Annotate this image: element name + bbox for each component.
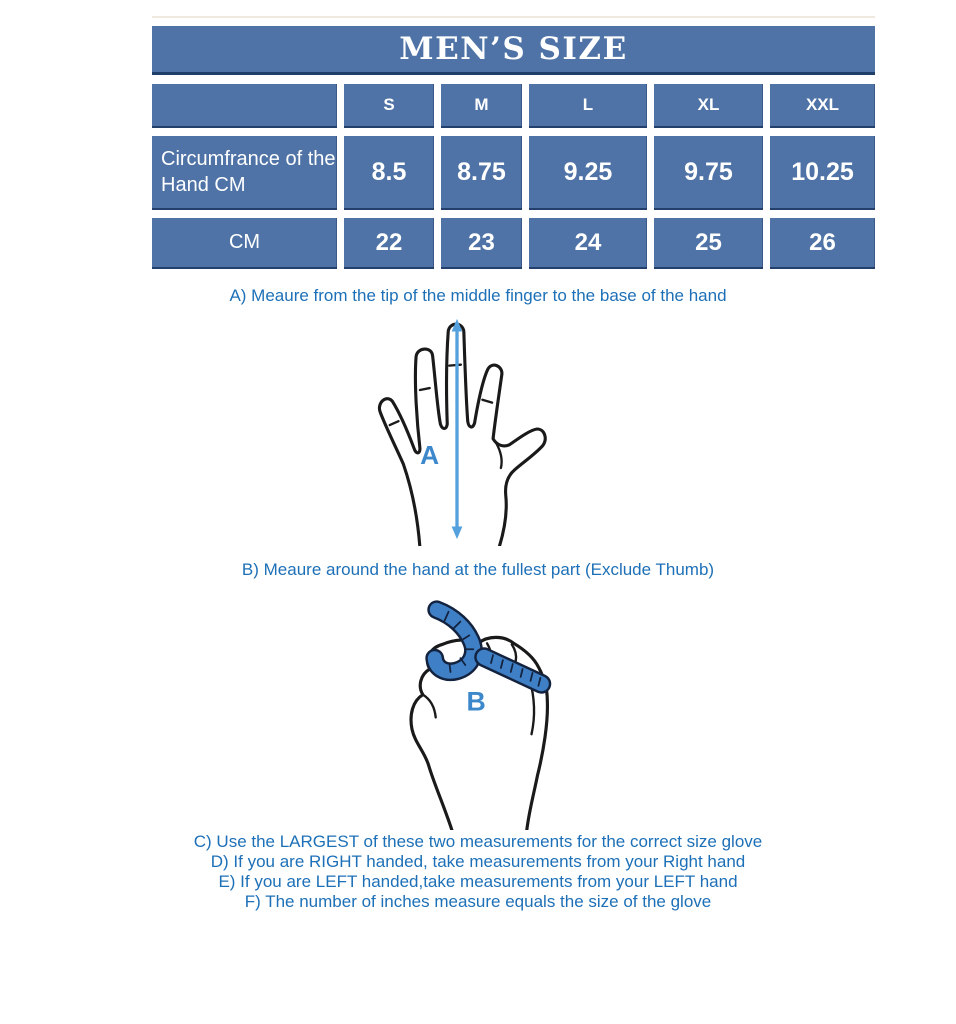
- size-header-m: M: [441, 84, 522, 128]
- label-a: A: [420, 440, 440, 471]
- circumference-value: 9.25: [529, 136, 647, 210]
- size-header-l: L: [529, 84, 647, 128]
- row-label-circumference: Circumfrance of the Hand CM: [152, 136, 337, 210]
- open-hand-illustration: [358, 312, 556, 546]
- cm-value: 26: [770, 218, 875, 269]
- cm-value: 23: [441, 218, 522, 269]
- instruction-b: B) Meaure around the hand at the fullest part (Exclude Thumb): [241, 560, 715, 579]
- bottom-notes: [0, 832, 956, 912]
- instruction-c: C) Use the LARGEST of these two measurements for the correct size glove: [193, 832, 763, 851]
- circumference-value: 8.75: [441, 136, 522, 210]
- cm-value: 24: [529, 218, 647, 269]
- open-hand-outline: [379, 324, 545, 546]
- row-label-cm: CM: [152, 218, 337, 269]
- instruction-e: E) If you are LEFT handed,take measurements from your LEFT hand: [218, 872, 738, 891]
- circumference-value: 8.5: [344, 136, 434, 210]
- circumference-value: 9.75: [654, 136, 763, 210]
- cm-value: 25: [654, 218, 763, 269]
- instruction-f: F) The number of inches measure equals the size of the glove: [244, 892, 712, 911]
- instruction-d: D) If you are RIGHT handed, take measurements from your Right hand: [210, 852, 746, 871]
- top-rule-line: [152, 16, 875, 18]
- size-header-xl: XL: [654, 84, 763, 128]
- circumference-value: 10.25: [770, 136, 875, 210]
- size-header-xxl: XXL: [770, 84, 875, 128]
- size-header-s: S: [344, 84, 434, 128]
- table-title: MEN’S SIZE: [152, 26, 875, 75]
- cm-value: 22: [344, 218, 434, 269]
- instruction-a: A) Meaure from the tip of the middle finger to the base of the hand: [229, 286, 727, 305]
- label-b: B: [466, 686, 486, 717]
- size-table: [152, 84, 875, 269]
- table-corner-cell: [152, 84, 337, 128]
- fist-tape-illustration: [393, 588, 591, 830]
